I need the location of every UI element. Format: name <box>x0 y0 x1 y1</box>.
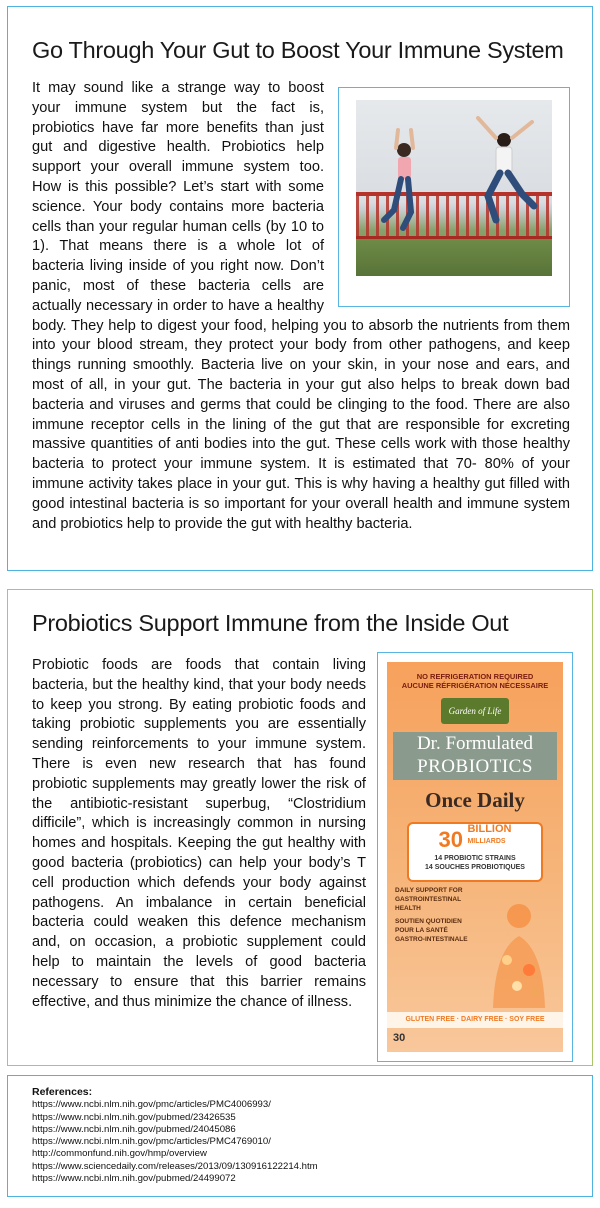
section-body-text: Probiotic foods are foods that contain living bacteria, but the healthy kind, that your body needs to keep you strong. By eating probiotic foods and taking probiotic supplements you are essentially sending reinforcements to your immune system. There is even new research that has found probiotic supplements may greatly lower the risk of the antibiotic-resistant superbug, “Clostridium difficile”, which is increasingly common in nursing homes and hospitals. Keeping the gut healthy with good bacteria (probiotics) can help your body’s T cell production which defends your body against pathogens. An imbalance in certain beneficial bacteria could weaken this defence mechanism and, on occasion, a probiotic supplement could help to maintain the levels of good bacteria necessary to ensure that this barrier remains effective, and thus minimize the chance of illness. <box>32 657 366 1010</box>
strains-fr: 14 SOUCHES PROBIOTIQUES <box>425 864 525 871</box>
reference-link[interactable]: https://www.ncbi.nlm.nih.gov/pubmed/24499072 <box>32 1173 236 1185</box>
body-figure-icon <box>479 900 559 1010</box>
product-tagline: Once Daily <box>425 788 525 812</box>
claim-en: DAILY SUPPORT FOR GASTROINTESTINAL HEALTH <box>395 887 463 912</box>
jumping-women-photo <box>338 87 570 307</box>
probiotic-box <box>387 662 563 1052</box>
product-free-from: GLUTEN FREE · DAIRY FREE · SOY FREE <box>387 1012 563 1028</box>
reference-link[interactable]: https://www.ncbi.nlm.nih.gov/pubmed/23426535 <box>32 1111 236 1123</box>
references-title: References: <box>32 1086 93 1098</box>
product-name-line2: PROBIOTICS <box>417 756 533 777</box>
reference-link[interactable]: https://www.ncbi.nlm.nih.gov/pmc/articles/PMC4769010/ <box>32 1136 271 1148</box>
brand-logo: Garden of Life <box>441 698 509 724</box>
banner-fr: AUCUNE RÉFRIGÉRATION NÉCESSAIRE <box>401 681 549 690</box>
references-section <box>7 1075 593 1197</box>
cfu-count: 30 <box>438 827 464 852</box>
claim-fr: SOUTIEN QUOTIDIEN POUR LA SANTÉ GASTRO-INTESTINALE <box>395 918 468 943</box>
strains-en: 14 PROBIOTIC STRAINS <box>434 855 516 862</box>
woman-right <box>478 118 534 220</box>
article-section-inside-out <box>7 589 593 1066</box>
section-body <box>32 79 570 534</box>
section-body-text: It may sound like a strange way to boost your immune system but the fact is, probiotics have far more benefits than just gut and digestive health. Probiotics help support your overall immune system too. How is this possible? Let’s start with some science. Your body contains more bacteria cells than your regular human cells (by 10 to 1). That means there is a whole lot of bacteria living inside of you right now. Don’t panic, most of these bacteria cells are actually necessary in order to have a healthy body. They help to digest your food, helping you to absorb the nutrients from them into your blood stream, they protect your body from other pathogens, and keep things running smoothly. Bacteria live on your skin, in your nose and ears, and most of all, in your gut. The bacteria in your gut also helps to break down bad bacteria and viruses and germs that could be clinging to the food. There are also immune receptor cells in the lining of the gut that are responsible for excreting massive quantities of anti bodies into the gut. These cells work with those healthy bacteria to protect your immune system. It is estimated that 70- 80% of your immune activity takes place in your gut. This is why having a healthy gut filled with good intestinal bacteria is so important for your overall health and immune system and probiotics help to provide the gut with healthy bacteria. <box>32 80 570 532</box>
banner-en: NO REFRIGERATION REQUIRED <box>416 672 534 681</box>
cfu-unit <box>467 824 511 847</box>
references-list <box>32 1086 318 1185</box>
probiotic-product-photo <box>377 652 573 1062</box>
photo-scene <box>356 100 552 276</box>
cfu-count-badge <box>407 822 543 882</box>
article-section-gut-immune <box>7 6 593 571</box>
cfu-unit-en: BILLION <box>467 823 512 835</box>
product-name-line1: Dr. Formulated <box>416 733 534 754</box>
cfu-unit-fr: MILLIARDS <box>467 838 506 845</box>
section-title: Probiotics Support Immune from the Inside Out <box>32 610 509 636</box>
product-claims <box>395 886 475 944</box>
woman-left <box>384 130 413 228</box>
product-size: 30 <box>393 1032 406 1044</box>
reference-link[interactable]: https://www.ncbi.nlm.nih.gov/pubmed/24045086 <box>32 1123 236 1135</box>
product-name <box>393 732 557 780</box>
reference-link[interactable]: https://www.sciencedaily.com/releases/2013/09/130916122214.htm <box>32 1160 318 1172</box>
reference-link[interactable]: http://commonfund.nih.gov/hmp/overview <box>32 1148 207 1160</box>
reference-link[interactable]: https://www.ncbi.nlm.nih.gov/pmc/articles/PMC4006993/ <box>32 1099 271 1111</box>
jumping-people-illustration <box>356 100 552 276</box>
product-banner <box>393 672 557 690</box>
section-title: Go Through Your Gut to Boost Your Immune System <box>32 37 564 63</box>
